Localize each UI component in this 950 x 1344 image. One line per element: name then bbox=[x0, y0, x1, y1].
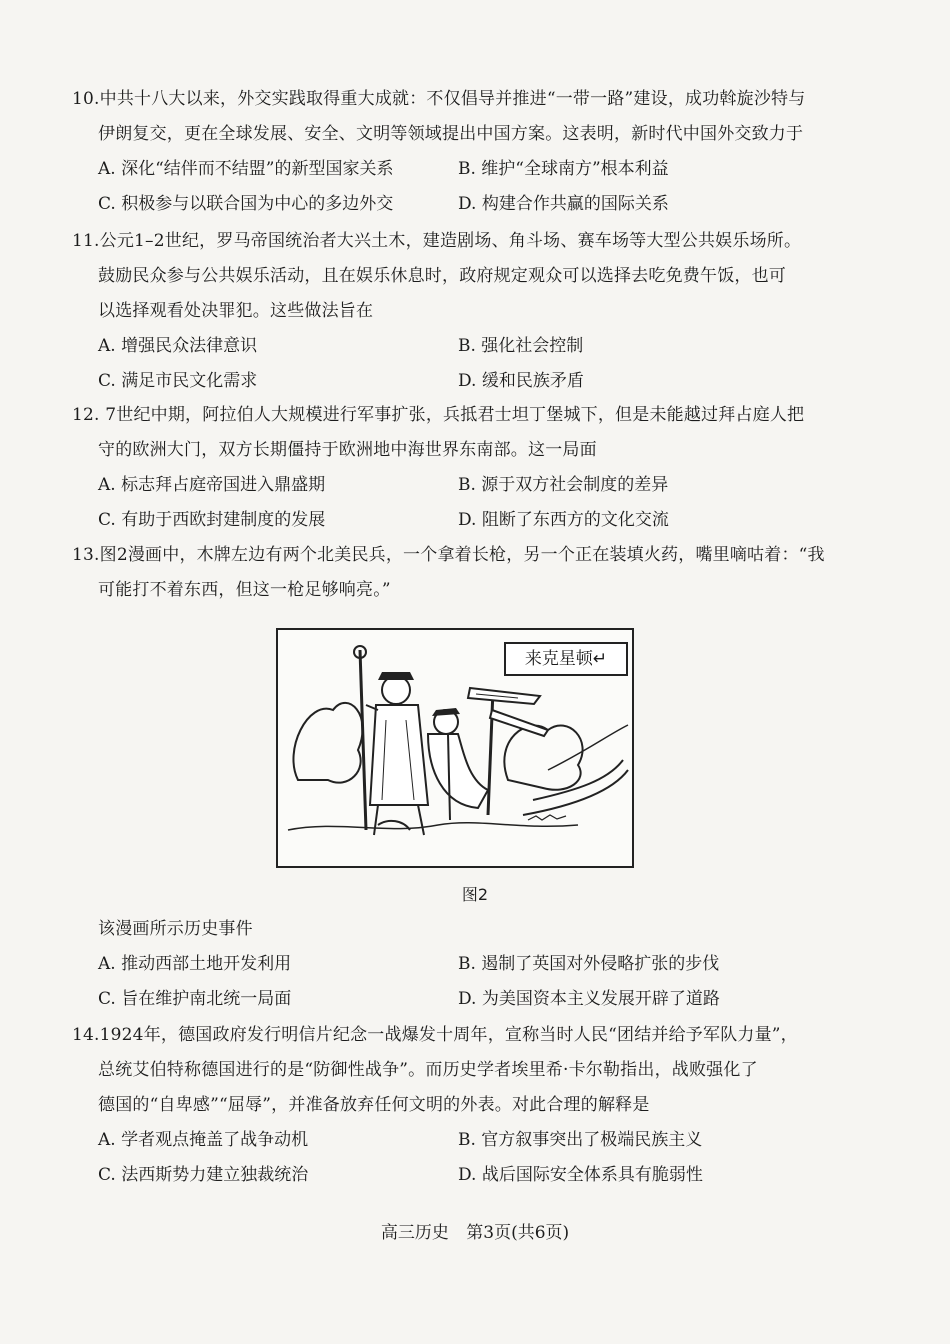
question-13-option-d: D. 为美国资本主义发展开辟了道路 bbox=[458, 989, 720, 1009]
question-11-stem-line2: 鼓励民众参与公共娱乐活动，且在娱乐休息时，政府规定观众可以选择去吃免费午饭，也可 bbox=[98, 266, 786, 286]
question-14-stem bbox=[72, 1018, 852, 1123]
question-13-stem-line1: 13.图2漫画中，木牌左边有两个北美民兵，一个拿着长枪，另一个正在装填火药，嘴里嘀咕着：“我 bbox=[72, 545, 825, 565]
question-13-prompt bbox=[72, 912, 852, 947]
question-10-option-c: C. 积极参与以联合国为中心的多边外交 bbox=[98, 194, 394, 214]
question-13-option-c: C. 旨在维护南北统一局面 bbox=[98, 989, 292, 1009]
question-11-option-c: C. 满足市民文化需求 bbox=[98, 371, 258, 391]
question-14-option-d: D. 战后国际安全体系具有脆弱性 bbox=[458, 1165, 703, 1185]
question-10-option-b: B. 维护“全球南方”根本利益 bbox=[458, 159, 669, 179]
question-12-stem-line2: 守的欧洲大门，双方长期僵持于欧洲地中海世界东南部。这一局面 bbox=[98, 440, 597, 460]
question-13-options bbox=[98, 947, 852, 1017]
question-10 bbox=[72, 82, 852, 222]
question-12-options bbox=[98, 468, 852, 538]
question-14-stem-line2: 总统艾伯特称德国进行的是“防御性战争”。而历史学者埃里希·卡尔勒指出，战败强化了 bbox=[98, 1060, 758, 1080]
footer-subject: 高三历史 bbox=[380, 1223, 449, 1243]
question-13-prompt-block bbox=[72, 912, 852, 1017]
question-14-option-c: C. 法西斯势力建立独裁统治 bbox=[98, 1165, 309, 1185]
question-13-stem bbox=[72, 538, 852, 608]
question-10-stem-line1: 10.中共十八大以来，外交实践取得重大成就：不仅倡导并推进“一带一路”建设，成功斡旋沙特与 bbox=[72, 89, 806, 109]
question-11 bbox=[72, 224, 852, 399]
question-12-option-b: B. 源于双方社会制度的差异 bbox=[458, 475, 669, 495]
figure-caption: 图2 bbox=[461, 885, 489, 904]
question-13-question: 该漫画所示历史事件 bbox=[98, 919, 253, 939]
question-11-option-a: A. 增强民众法律意识 bbox=[98, 336, 258, 356]
question-13-option-b: B. 遏制了英国对外侵略扩张的步伐 bbox=[458, 954, 720, 974]
question-14-options bbox=[98, 1123, 852, 1193]
question-11-option-b: B. 强化社会控制 bbox=[458, 336, 584, 356]
question-12-stem bbox=[72, 398, 852, 468]
question-12-option-a: A. 标志拜占庭帝国进入鼎盛期 bbox=[98, 475, 326, 495]
question-13-option-a: A. 推动西部土地开发利用 bbox=[98, 954, 292, 974]
question-12-option-c: C. 有助于西欧封建制度的发展 bbox=[98, 510, 326, 530]
question-14-stem-line3: 德国的“自卑感”“屈辱”，并准备放弃任何文明的外表。对此合理的解释是 bbox=[98, 1095, 650, 1115]
question-10-option-a: A. 深化“结伴而不结盟”的新型国家关系 bbox=[98, 159, 394, 179]
question-12 bbox=[72, 398, 852, 538]
question-11-option-d: D. 缓和民族矛盾 bbox=[458, 371, 584, 391]
question-10-stem-line2: 伊朗复交，更在全球发展、安全、文明等领域提出中国方案。这表明，新时代中国外交致力于 bbox=[98, 124, 804, 144]
question-10-options bbox=[98, 152, 852, 222]
question-12-stem-line1: 12. 7世纪中期，阿拉伯人大规模进行军事扩张，兵抵君士坦丁堡城下，但是未能越过拜占庭人把 bbox=[72, 405, 805, 425]
question-11-stem-line1: 11.公元1–2世纪，罗马帝国统治者大兴土木，建造剧场、角斗场、赛车场等大型公共娱乐场所。 bbox=[72, 231, 802, 251]
cartoon-sign-label: 来克星顿↵ bbox=[504, 642, 628, 676]
question-14 bbox=[72, 1018, 852, 1193]
question-14-option-b: B. 官方叙事突出了极端民族主义 bbox=[458, 1130, 703, 1150]
page-footer bbox=[0, 1218, 950, 1243]
question-14-option-a: A. 学者观点掩盖了战争动机 bbox=[98, 1130, 309, 1150]
question-13 bbox=[72, 538, 852, 608]
question-13-stem-line2: 可能打不着东西，但这一枪足够响亮。” bbox=[98, 580, 391, 600]
question-12-option-d: D. 阻断了东西方的文化交流 bbox=[458, 510, 669, 530]
cartoon-figure bbox=[276, 628, 634, 868]
question-11-stem bbox=[72, 224, 852, 329]
question-11-stem-line3: 以选择观看处决罪犯。这些做法旨在 bbox=[98, 301, 374, 321]
question-11-options bbox=[98, 329, 852, 399]
question-10-option-d: D. 构建合作共赢的国际关系 bbox=[458, 194, 669, 214]
question-14-stem-line1: 14.1924年，德国政府发行明信片纪念一战爆发十周年，宣称当时人民“团结并给予军队力量”， bbox=[72, 1025, 798, 1045]
footer-page-number: 第3页(共6页) bbox=[466, 1223, 570, 1243]
question-10-stem bbox=[72, 82, 852, 152]
